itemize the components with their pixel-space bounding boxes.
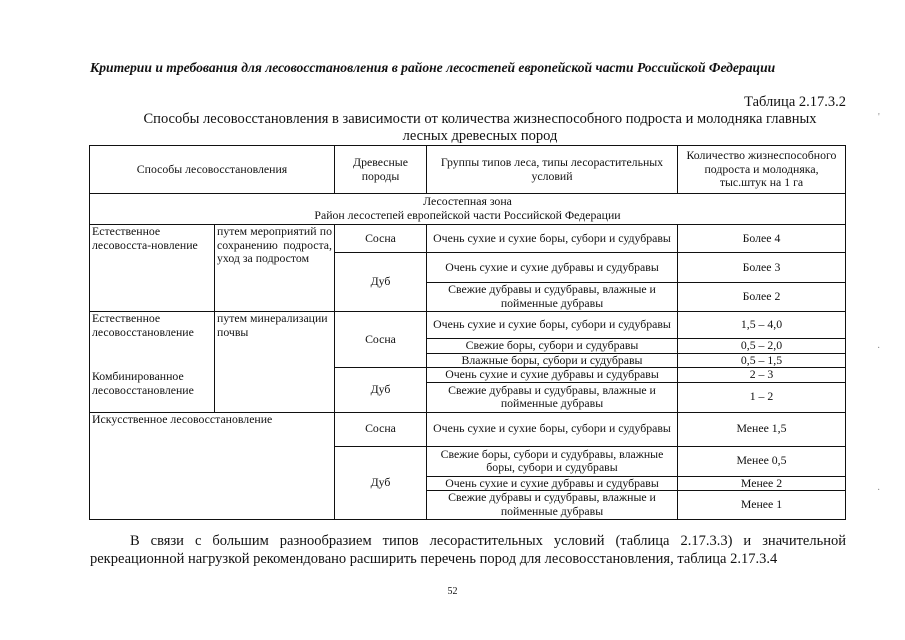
header-species: Древесные породы bbox=[335, 146, 427, 194]
table-caption: Способы лесовосстановления в зависимости от количества жизнеспособного подроста и молодняка главных лесных древесных пород bbox=[143, 111, 817, 144]
header-groups: Группы типов леса, типы лесорастительных условий bbox=[427, 146, 678, 194]
table-row bbox=[90, 225, 846, 253]
forest-group: Свежие боры, субори и судубравы bbox=[427, 339, 678, 354]
margin-mark: ' bbox=[878, 112, 880, 123]
method-natural-2-combined bbox=[90, 312, 215, 413]
page-number: 52 bbox=[447, 586, 458, 597]
method-artificial: Искусственное лесовосстановление bbox=[90, 412, 335, 519]
method-combined: Комбинированное лесовосстановление bbox=[92, 369, 194, 397]
quantity-value: 1 – 2 bbox=[678, 382, 846, 412]
method-natural-2-sub: путем минерализации почвы bbox=[215, 312, 335, 413]
quantity-value: 0,5 – 2,0 bbox=[678, 339, 846, 354]
zone-row bbox=[90, 194, 846, 225]
quantity-value: 0,5 – 1,5 bbox=[678, 353, 846, 368]
quantity-value: Менее 1 bbox=[678, 491, 846, 519]
forest-group: Очень сухие и сухие боры, субори и судубравы bbox=[427, 312, 678, 339]
species-oak: Дуб bbox=[335, 446, 427, 519]
zone-cell bbox=[90, 194, 846, 225]
forest-group: Свежие дубравы и судубравы, влажные и пойменные дубравы bbox=[427, 491, 678, 519]
quantity-value: Более 3 bbox=[678, 253, 846, 283]
section-heading: Критерии и требования для лесовосстановления в районе лесостепей европейской части Российской Федерации bbox=[90, 60, 776, 75]
reforestation-table bbox=[89, 145, 846, 520]
quantity-value: 2 – 3 bbox=[678, 368, 846, 383]
forest-group: Свежие дубравы и судубравы, влажные и пойменные дубравы bbox=[427, 382, 678, 412]
quantity-value: Более 2 bbox=[678, 283, 846, 312]
method-natural-2: Естественное лесовосстановление bbox=[92, 311, 194, 339]
margin-mark: · bbox=[877, 485, 881, 496]
forest-group: Свежие дубравы и судубравы, влажные и пойменные дубравы bbox=[427, 283, 678, 312]
table-row bbox=[90, 412, 846, 446]
forest-group: Очень сухие и сухие дубравы и судубравы bbox=[427, 476, 678, 491]
species-pine: Сосна bbox=[335, 225, 427, 253]
table-row bbox=[90, 312, 846, 339]
table-number: Таблица 2.17.3.2 bbox=[744, 94, 846, 110]
species-pine: Сосна bbox=[335, 312, 427, 368]
forest-group: Очень сухие и сухие дубравы и судубравы bbox=[427, 368, 678, 383]
zone-label: Лесостепная зона bbox=[423, 194, 512, 209]
forest-group: Очень сухие и сухие дубравы и судубравы bbox=[427, 253, 678, 283]
forest-group: Очень сухие и сухие боры, субори и судубравы bbox=[427, 225, 678, 253]
quantity-value: 1,5 – 4,0 bbox=[678, 312, 846, 339]
species-oak: Дуб bbox=[335, 368, 427, 413]
quantity-value: Менее 1,5 bbox=[678, 412, 846, 446]
quantity-value: Менее 0,5 bbox=[678, 446, 846, 476]
method-natural-1: Естественное лесовосста-новление bbox=[90, 225, 215, 312]
body-paragraph: В связи с большим разнообразием типов лесорастительных условий (таблица 2.17.3.3) и значительной рекреационной нагрузкой рекомендовано расширить перечень пород для лесовосстановления, таблица 2.17.3.4 bbox=[90, 533, 846, 567]
species-oak: Дуб bbox=[335, 253, 427, 312]
forest-group: Влажные боры, субори и судубравы bbox=[427, 353, 678, 368]
header-quantity: Количество жизнеспособного подроста и молодняка, тыс.штук на 1 га bbox=[678, 146, 846, 194]
region-label: Район лесостепей европейской части Российской Федерации bbox=[314, 208, 621, 222]
forest-group: Свежие боры, субори и судубравы, влажные боры, субори и судубравы bbox=[427, 446, 678, 476]
header-methods: Способы лесовосстановления bbox=[90, 146, 335, 194]
quantity-value: Менее 2 bbox=[678, 476, 846, 491]
forest-group: Очень сухие и сухие боры, субори и судубравы bbox=[427, 412, 678, 446]
quantity-value: Более 4 bbox=[678, 225, 846, 253]
table-header-row bbox=[90, 146, 846, 194]
species-pine: Сосна bbox=[335, 412, 427, 446]
margin-mark: · bbox=[877, 343, 881, 354]
method-natural-1-sub: путем мероприятий по сохранению подроста, уход за подростом bbox=[215, 225, 335, 312]
